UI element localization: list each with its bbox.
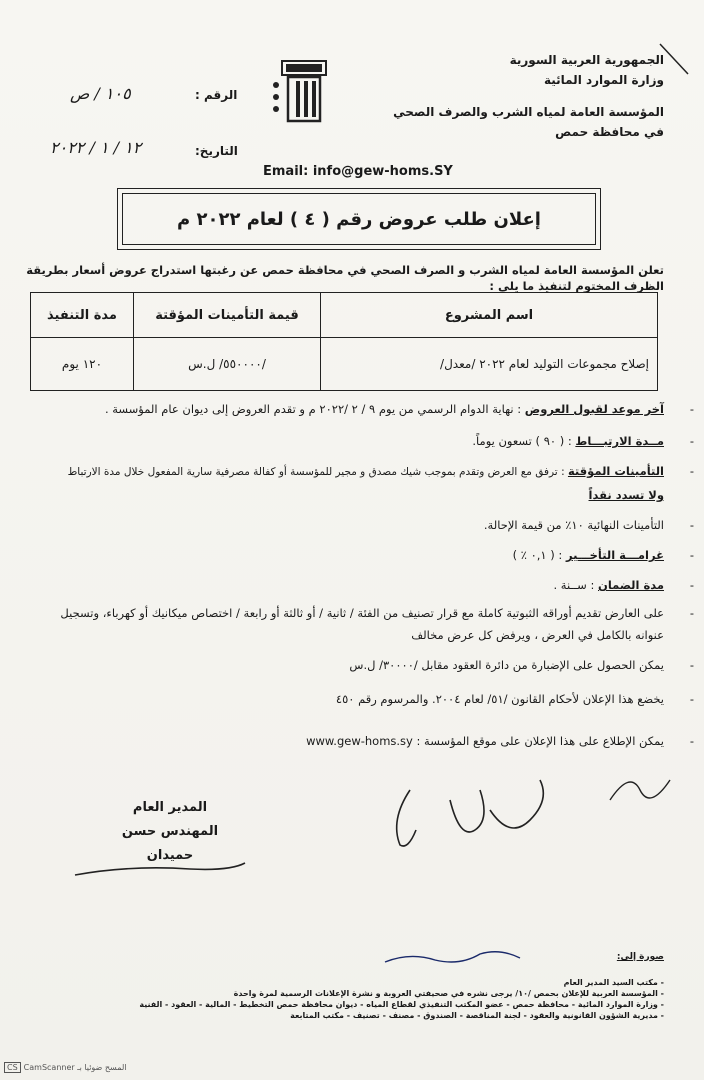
item-text: : ترفق مع العرض وتقدم بموجب شيك مصدق و مجير للمؤسسة أو كفالة مصرفية سارية المفعول خلال مدة الارتباط [67,466,565,478]
header-project-name: اسم المشروع [321,293,658,338]
item-text: : ( ٩٠ ) تسعون يوماً. [472,434,572,448]
item-text: يمكن الحصول على الإضبارة من دائرة العقود مقابل /٣٠٠٠٠/ ل.س [349,658,664,672]
handwritten-initials [600,760,680,820]
item-text: : نهاية الدوام الرسمي من يوم ٩ / ٢ /٢٠٢٢ م و تقدم العروض إلى ديوان عام المؤسسة . [104,402,522,416]
ministry-name: وزارة الموارد المائية [543,73,664,87]
copies-to [24,952,664,1021]
cell-project-name: إصلاح مجموعات التوليد لعام ٢٠٢٢ /معدل/ [321,338,658,391]
announcement-title: إعلان طلب عروض رقم ( ٤ ) لعام ٢٠٢٢ م [122,193,596,245]
copies-label: صورة إلى: [616,952,664,962]
establishment-name: المؤسسة العامة لمياه الشرب والصرف الصحي [393,105,664,119]
item-text: : ( ٠,١ ٪ ) [512,548,563,562]
list-item: - آخر موعد لقبول العروض : نهاية الدوام الرسمي من يوم ٩ / ٢ /٢٠٢٢ م و تقدم العروض إلى ديوان عام المؤسسة . [104,402,694,416]
item-text: على العارض تقديم أوراقه الثبوتية كاملة مع قرار تصنيف من الفئة / ثانية / أو ثالثة أو رابعة / اختصاص ميكانيك أو كهرباء، وتسجيل [60,606,664,620]
item-label: مــدة الارتبـــاط [575,434,664,448]
republic-name: الجمهورية العربية السورية [509,53,664,67]
intro-paragraph: تعلن المؤسسة العامة لمياه الشرب و الصرف الصحي في محافظة حمص عن رغبتها استدراج عروض أسعار بطريقة الظرف المختوم لتنفيذ ما يلي : [26,263,664,293]
table-header-row [31,293,658,338]
establishment-logo-icon [268,55,340,127]
reference-label: الرقم : [195,88,238,102]
scanner-text: CamScanner المسح ضوئيا بـ [23,1063,127,1072]
date-value: ١٢ / ١ / ٢٠٢٢ [50,138,142,157]
signature-stroke [70,855,250,885]
item-text: التأمينات النهائية ١٠٪ من قيمة الإحالة. [483,518,664,532]
list-item: - مدة الضمان : ســنة . [553,578,694,592]
signer-title: المدير العام [132,800,208,815]
item-text: يمكن الإطلاع على هذا الإعلان على موقع المؤسسة : www.gew-homs.sy [306,734,664,748]
projects-table [30,292,658,391]
header-deposit-value: قيمة التأمينات المؤقتة [134,293,321,338]
item-label: غرامـــة التأخـــير [565,548,664,562]
list-item: - التأمينات المؤقتة : ترفق مع العرض وتقدم بموجب شيك مصدق و مجير للمؤسسة أو كفالة مصرفية سارية المفعول خلال مدة الارتباط [67,464,694,478]
cell-deposit-value: /٥٥٠٠٠٠/ ل.س [134,338,321,391]
letterhead [393,50,664,142]
list-item: - غرامـــة التأخـــير : ( ٠,١ ٪ ) [512,548,694,562]
announcement-title-box [117,188,601,250]
item-text: يخضع هذا الإعلان لأحكام القانون /٥١/ لعام ٢٠٠٤. والمرسوم رقم ٤٥٠ [335,692,664,706]
table-row [31,338,658,391]
copy-line: - مكتب السيد المدير العام [563,978,664,987]
email-address: Email: info@gew-homs.SY [263,164,453,179]
copy-line: - وزارة الموارد المائية - محافظة حمص - عضو المكتب التنفيذي لقطاع المياه - ديوان محافظة حمص التخطيط - المالية - العقود - الفنية [139,1000,664,1009]
date-label: التاريخ: [195,144,238,158]
item-text: ولا تسدد نقداً [588,488,664,502]
corner-mark [654,40,694,80]
list-item [24,488,664,503]
signer-name: المهندس حسن حميدان [121,824,219,863]
item-text: عنوانه بالكامل في العرض ، ويرفض كل عرض مخالف [411,628,664,642]
list-item [24,628,664,643]
header-duration: مدة التنفيذ [31,293,134,338]
list-item: - مــدة الارتبـــاط : ( ٩٠ ) تسعون يوماً. [472,434,694,448]
cell-duration: ١٢٠ يوم [31,338,134,391]
list-item: - يخضع هذا الإعلان لأحكام القانون /٥١/ لعام ٢٠٠٤. والمرسوم رقم ٤٥٠ [335,692,694,706]
list-item: - يمكن الإطلاع على هذا الإعلان على موقع المؤسسة : www.gew-homs.sy [306,734,694,748]
list-item: - التأمينات النهائية ١٠٪ من قيمة الإحالة. [483,518,694,532]
handwritten-signature [380,770,570,860]
list-item: - يمكن الحصول على الإضبارة من دائرة العقود مقابل /٣٠٠٠٠/ ل.س [349,658,694,672]
copy-line: - المؤسسة العربية للإعلان بحمص /١٠/ يرجى نشره في صحيفتي العروبة و نشرة الإعلانات الرسمية لمرة واحدة [233,989,664,998]
item-label: مدة الضمان [598,578,664,592]
item-label: آخر موعد لقبول العروض [524,402,664,416]
list-item: - على العارض تقديم أوراقه الثبوتية كاملة مع قرار تصنيف من الفئة / ثانية / أو ثالثة أو رابعة / اختصاص ميكانيك أو كهرباء، وتسجيل [60,606,694,620]
item-label: التأمينات المؤقتة [567,464,664,478]
reference-value: ١٠٥ / ص [70,84,131,103]
scanner-watermark [0,1062,126,1073]
copy-line: - مديرية الشؤون القانونية والعقود - لجنة المناقصة - الصندوق - مصنف - تصنيف - مكتب المتابعة [290,1011,664,1020]
scanner-badge: CS [4,1062,21,1073]
governorate-name: في محافظة حمص [555,125,664,139]
item-text: : ســنة . [553,578,595,592]
